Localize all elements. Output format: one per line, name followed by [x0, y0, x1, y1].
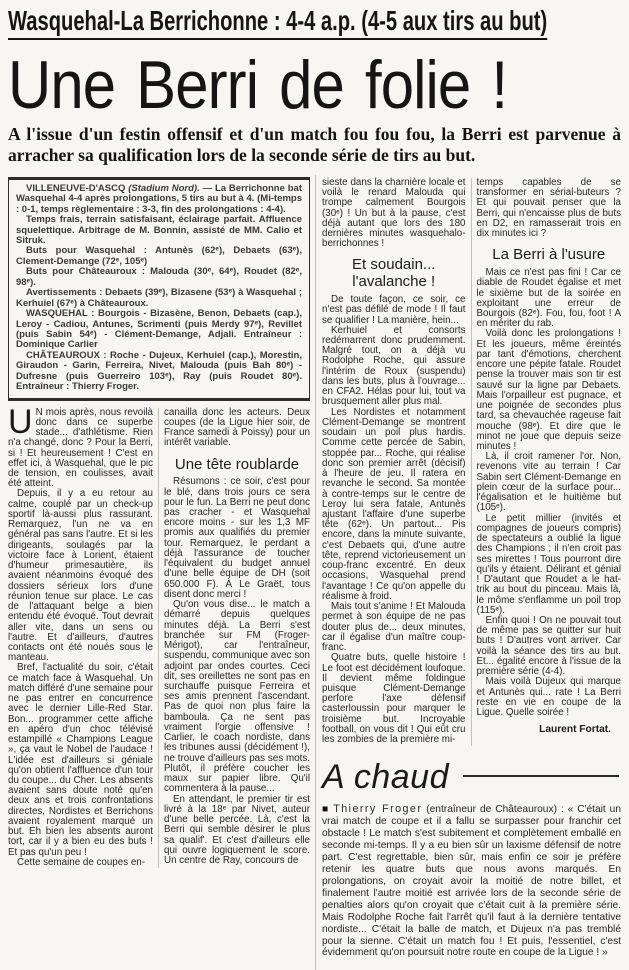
coach-quote — [322, 803, 621, 959]
match-info-paragraph — [16, 184, 302, 215]
article-paragraph: canailla donc les acteurs. Deux coupes (de la Ligue hier soir, de France samedi à Poissy) pour un intérêt variable. — [164, 406, 310, 449]
article-paragraph: De toute façon, ce soir, ce n'est pas défilé de mode ! Il faut se qualifier ! La manière, hein... — [322, 294, 466, 326]
article-paragraph: Bref, l'actualité du soir, c'était ce match face à Wasquehal. Un match différé d'une semaine pour ne pas entrer en concurrence avec le dernier Lille-Red Star. Bon... programmer cette affiche en apéro d'un choc télévisé estampillé « Champions League », ça vaut le Nobel de l'audace ! L'idée est d'ailleurs si géniale qu'on obtient l'affluence d'un tour du coupe... du Cher. Les absents avaient sans doute noté qu'en deux ans et trois confrontations directes, Nordistes et Berrichons avaient royalement marqué un but. Eh bien les absents auront tort, car il y a bien eu des buts ! Et pas qu'un peu ! — [8, 662, 153, 858]
match-info-box — [8, 177, 310, 401]
article-paragraph: Depuis, il y a eu retour au calme, couplé par un check-up sportif là-aussi plus rassurant. Remarquez, l'un ne va en général pas sans l'autre. Et si les dirigeants, soulagés par la victoire face à Lorient, étaient d'humeur primesautière, ils avaient néanmoins évoqué des dossiers sérieux lors d'une réunion tenue sur place. Le cas de l'attaquant belge a bien entendu été évoqué. Tout devrait aller vite, dans un sens ou l'autre. Et d'ailleurs, d'autres contacts ont été noués sous le manteau. — [8, 488, 153, 664]
crosshead-la-berri-a-l-usure: La Berri à l'usure — [492, 246, 606, 264]
main-headline: Une Berri de folie ! — [8, 47, 508, 124]
venue-name: VILLENEUVE-D'ASCQ — [26, 182, 126, 194]
kicker-headline: Wasquehal-La Berrichonne : 4-4 a.p. (4-5 aux tirs au but) — [8, 6, 547, 40]
author-byline: Laurent Fortat. — [539, 724, 611, 736]
bullet-square-icon: ■ — [322, 804, 330, 816]
match-info-paragraph: Buts pour Wasquehal : Antunès (62ᵉ), Debaets (63ᵉ), Clement-Demange (72ᵉ, 105ᵉ) — [16, 245, 302, 267]
columns-1-2 — [8, 402, 310, 869]
article-paragraph: Résumons : ce soir, c'est pour le blé, dans trois jours ce sera pour le fun. La Berri ne peut donc pas cracher - et Wasquehal encore moins - sur les 1,3 MF promis aux qualifiés du premier tour. Remarquez, le perdant a déjà l'assurance de toucher l'équivalent du budget annuel d'une belle équipe de DH (soit 650.000 F). À Le Graët, tous disent donc merci ! — [164, 476, 310, 600]
match-info-paragraph: Buts pour Châteauroux : Malouda (30ᵉ, 64ᵉ), Roudet (82ᵉ, 98ᵉ). — [16, 266, 302, 288]
quote-text: « C'était un vrai match de coupe et il a fallu se surpasser pour franchir cet obstacle ! Le match s'est subitement et complètement emballé en seconde mi-temps. Il y a eu bien sûr un laxisme défensif de notre part. C'est regrettable, bien sûr, mais enfin ce soir je préfère retenir les quatre buts que nous avons marqués. En prolongations, on croyait avoir la moitié de notre billet, et finalement l'autre moitié est arrivée lors de la seconde série de penalties alors qu'on croyait que c'était cuit à la première série. Mais Rodolphe Roche fait l'arrêt qu'il faut à la dernière tentative nordiste... C'était la balle de match, et Dujeux n'a pas tremblé pour la sienne. C'était un match fou ! Et puis, l'essentiel, c'est évidemment qu'on poursuit notre route en coupe de la Ligue ! » — [322, 804, 622, 959]
match-info-paragraph: WASQUEHAL : Bourgois - Bizasène, Benon, Debaets (cap.), Leroy - Cadiou, Antunes, Scrimenti (puis Merdy 97ᵉ), Revillet (puis Sabin 54ᵉ) - Clément-Demange, Adjali. Entraîneur : Dominique Carlier — [16, 308, 302, 351]
a-chaud-title: A chaud — [322, 758, 449, 797]
article-paragraph: Mais tout s'anime ! Et Malouda permet à son équipe de ne pas douter plus de... deux minutes, car il égalise d'un maître coup-franc. — [322, 601, 466, 654]
match-info-paragraph: Avertissements : Debaets (39ᵉ), Bizasene (53ᵉ) à Wasquehal ; Kerhuiel (67ᵉ) à Châteauroux. — [16, 287, 302, 309]
crosshead-une-tete-roublarde: Une tête roublarde — [174, 455, 300, 473]
venue-detail: (Stadium Nord). — — [125, 182, 215, 194]
match-result-text: La Berrichonne bat Wasquehal 4-4 après prolongations, 5 tirs au but à 4. (Mi-temps : 0-1, temps règlementaire : 3-3, fin des prolongations : 4-4). — [16, 182, 302, 215]
crosshead-et-soudain-l-avalanche: Et soudain... l'avalanche ! — [352, 256, 436, 291]
right-column-pair — [316, 175, 621, 970]
article-paragraph: Mais ce n'est pas fini ! Car ce diable de Roudet égalise et met le sixième but de la soirée en exploitant une erreur de Bourgois (82ᵉ). Fou, fou, foot ! A en mériter du rab. — [476, 267, 621, 330]
horizontal-rule — [463, 775, 619, 777]
article-paragraph: Cette semaine de coupes en- — [17, 856, 145, 868]
a-chaud-header — [322, 758, 621, 797]
article-column-3 — [322, 178, 472, 746]
article-paragraph: temps capables de se transformer en sérial-buteurs ? Et qui pouvait penser que la Berri, qui n'encaisse plus de buts en D2, en ramasserait trois en dix minutes ici ? — [476, 176, 621, 239]
article-paragraph: Quatre buts, quelle histoire ! Le foot est décidément loufoque. Il devient même foldingue puisque Clément-Demange perfore l'axe défensif casterloussin pour marquer le troisième but. Incroyable football, on vous dit ! Qui eût cru les zombies de la première mi- — [322, 652, 466, 746]
article-paragraph: Qu'on vous dise... le match a démarré depuis quelques minutes déjà. La Berri s'est branchée sur FM (Froger-Mérigot), car l'entraîneur, suspendu, communique avec son adjoint par ondes courtes. Ceci dit, ses oreillettes ne sont pas en surchauffe puisque Ferreira et ses amis prennent l'ascendant. Pas de quoi non plus faire la bamboula. Ça ne sent pas vraiment l'orgie offensive ! Carlier, le coach nordiste, dans les tribunes aussi (décidément !), ne trouve d'ailleurs pas ses mots. Plutôt, il préfère coucher les maux sur papier libre. Qu'il commentera à la pause... — [164, 599, 310, 795]
match-info-paragraph: Temps frais, terrain satisfaisant, éclairage parfait. Affluence squelettique. Arbitrage de M. Bonnin, assisté de MM. Calio et Sitruk. — [16, 214, 302, 247]
article-paragraph: Mais voilà Dujeux qui marque et Antunès qui... rate ! La Berri reste en vie en coupe de la Ligue. Quelle soirée ! — [476, 676, 621, 719]
left-column-pair — [8, 175, 316, 970]
coach-role: (entraîneur de Châteauroux) : — [422, 804, 568, 816]
paragraph-text: N mois après, nous revoilà donc dans ce superbe stade... d'athlétisme. Rien n'a changé, donc ? Pour la Berri, si ! Et heureusement ! C'est en effet ici, à Wasquehal, que le pic de tension, en coulisses, avait été atteint. — [8, 406, 153, 490]
kicker-row — [8, 6, 621, 40]
dropcap-letter: U — [8, 402, 33, 441]
standfirst: A l'issue d'un festin offensif et d'un match fou fou fou, la Berri est parvenue à arracher sa qualification lors de la seconde série de tirs au but. — [8, 123, 621, 165]
article-paragraph: Le petit millier (invités et compagnes de joueurs compris) de spectateurs a oublié la ligue des Champions ; il n'en croit pas ses mirettes ! Tous pourront dire qu'ils y étaient. Délirant et génial ! D'autant que Roudet a le hat-trik au bout du pinceau. Mais là, le môme s'enflamme un poil trop (115ᵉ). — [476, 512, 621, 616]
article-paragraph: Enfin quoi ! On ne pouvait tout de même pas se quitter sur huit buts ! D'autres vont arriver. Car voilà la séance des tirs au but. Et... égalité encore à l'issue de la première série (4-4). — [476, 615, 621, 678]
article-paragraph: Kerhuiel et consorts redémarrent donc prudemment. Malgré tout, on a déjà vu Rodolphe Roche, qui assure l'intérim de Roux (suspendu) dans les buts, plus à l'ouvrage... en CFA2. Hélas pour lui, tout va brusquement aller plus mal. — [322, 324, 466, 408]
article-paragraph — [8, 402, 153, 490]
article-column-2 — [159, 408, 310, 869]
article-body — [8, 175, 621, 970]
a-chaud-section — [322, 760, 621, 959]
match-info-paragraph: CHÂTEAUROUX : Roche - Dujeux, Kerhuiel (cap.), Morestin, Giraudon - Garin, Ferreira, Nivet, Malouda (puis Bah 80ᵉ) - Dufresne (puis Guerreiro 103ᵉ), Ray (puis Roudet 80ᵉ). Entraîneur : Thierry Froger. — [16, 349, 302, 393]
article-paragraph: sieste dans la charnière locale et voilà le renard Malouda qui trompe calmement Bourgois (30ᵉ) ! Un but à la pause, c'est déjà autant que lors des 180 dernières minutes wasquehalo-berrichonnes ! — [322, 176, 466, 250]
article-paragraph: En attendant, le premier tir est livré à la 18ᵉ par Nivet, auteur d'une belle percée. Là, c'est la Berri qui semble désirer le plus sa qualif'. Et c'est d'ailleurs elle qui ouvre logiquement le score. Un centre de Ray, concours de — [164, 793, 310, 866]
columns-3-4 — [322, 178, 621, 746]
coach-name: Thierry Froger — [333, 803, 423, 816]
article-column-1 — [8, 402, 159, 869]
article-paragraph: Là, il croit ramener l'or. Non, revenons vite au terrain ! Car Sabin sert Clément-Demange en plein cœur de la surface pour... l'égalisation et le huitième but (105ᵉ). — [476, 451, 621, 514]
article-paragraph: Voilà donc les prolongations ! Et les joueurs, même éreintés par tant d'émotions, cherchent encore une pépite fatale. Roudet pense la trouver mais son tir est sauvé sur la ligne par Debaets. Mais l'orpailleur est pugnace, et une poignée de secondes plus tard, sa chevauchée rageuse fait mouche (98ᵉ). Et dire que le minot ne joue que depuis seize minutes ! — [476, 328, 621, 453]
article-column-4 — [472, 178, 622, 746]
article-paragraph: Les Nordistes et notamment Clément-Demange se montrent soudain un poil plus hardis. Comme cette percée de Sabin, stoppée par... Roche, qui réalise donc son premier arrêt (décisif) à l'heure de jeu. Il ratera en revanche le second. Sa montée à contre-temps sur le centre de Leroy lui sera fatale, Antunès ajustant l'affaire d'une superbe tête (62ᵉ). Un partout... Pis encore, dans la minute suivante, c'est Debaets qui, d'une autre tête, reprend victorieusement un coup-franc excentré. En deux occasions, Wasquehal prend l'avantage ! Ce qu'on appelle du réalisme à froid. — [322, 406, 466, 602]
